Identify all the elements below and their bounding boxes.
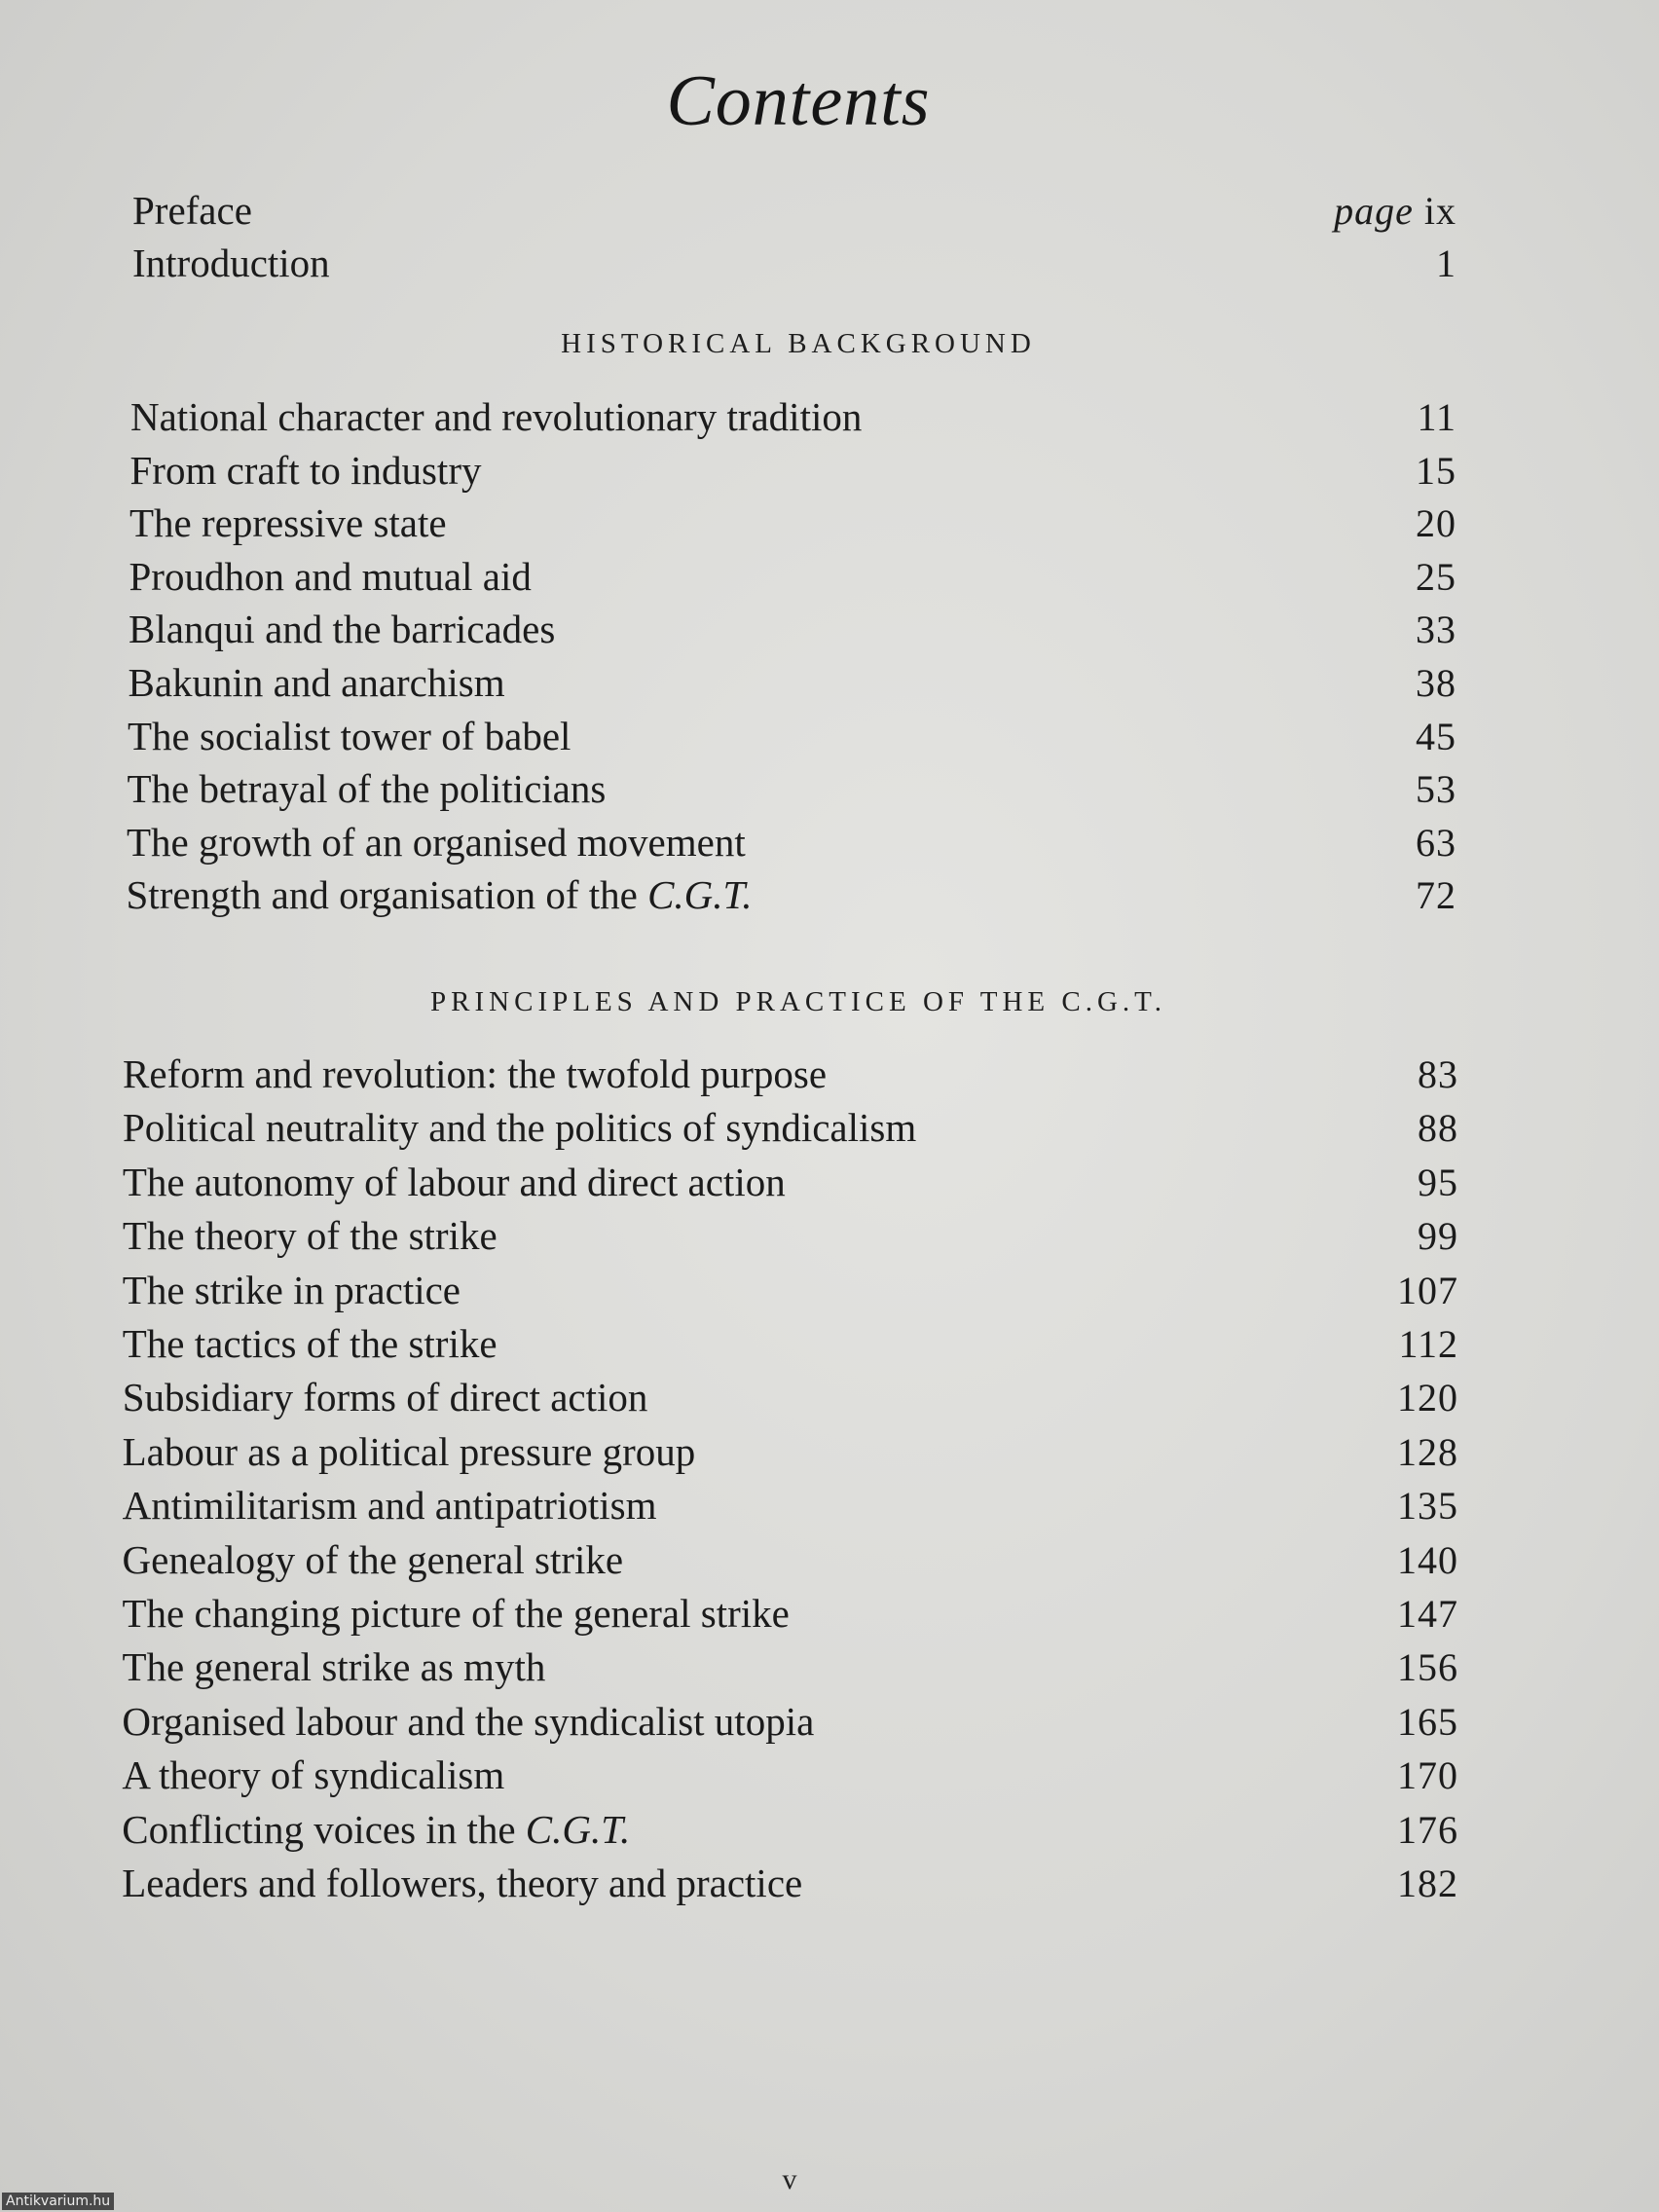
toc-entry [129, 553, 1457, 599]
toc-entry-preface [132, 188, 1456, 233]
toc-entry [122, 1321, 1458, 1366]
toc-entry-page: 53 [1416, 767, 1456, 812]
toc-entry-page: 170 [1396, 1753, 1458, 1798]
toc-entry-title: The changing picture of the general strike [122, 1591, 790, 1636]
toc-entry-title: The tactics of the strike [122, 1321, 498, 1366]
toc-entry-title: The growth of an organised movement [127, 819, 746, 865]
toc-entry-title: Strength and organisation of the C.G.T. [126, 872, 753, 918]
toc-entry-page: 38 [1416, 661, 1456, 705]
toc-entry-page: 63 [1416, 820, 1456, 865]
toc-entry-title: Antimilitarism and antipatriotism [122, 1483, 657, 1529]
toc-entry [122, 1159, 1458, 1204]
toc-entry [126, 872, 1457, 918]
page-prefix: page [1334, 189, 1414, 233]
bleed-through-text [136, 136, 146, 182]
page-title: Contents [666, 61, 931, 141]
toc-entry-page: 72 [1416, 873, 1456, 918]
toc-entry [122, 1375, 1458, 1420]
toc-entry [122, 1863, 1458, 1903]
toc-entry-page: 140 [1396, 1537, 1458, 1582]
toc-entry-title: The strike in practice [122, 1267, 461, 1312]
toc-entry-title: Conflicting voices in the C.G.T. [122, 1806, 631, 1852]
toc-entry [122, 1213, 1458, 1259]
toc-entry-title: Reform and revolution: the twofold purpose [123, 1051, 828, 1096]
toc-entry-page: 15 [1416, 448, 1456, 493]
toc-entry-title: Organised labour and the syndicalist utopia [122, 1698, 815, 1744]
toc-entry-title: Blanqui and the barricades [129, 607, 556, 652]
toc-entry-title: Introduction [132, 240, 330, 285]
toc-entry-title: Genealogy of the general strike [122, 1536, 624, 1582]
toc-entry-title: Preface [132, 188, 252, 233]
toc-entry-title: A theory of syndicalism [122, 1752, 505, 1798]
section-heading-historical: HISTORICAL BACKGROUND [561, 328, 1036, 359]
toc-entry-page: 33 [1416, 608, 1456, 652]
toc-entry-title: The theory of the strike [122, 1213, 498, 1259]
toc-entry-page: 11 [1417, 395, 1456, 439]
toc-entry-title: Leaders and followers, theory and practice [122, 1861, 803, 1905]
toc-entry-page: 147 [1397, 1592, 1458, 1636]
toc-entry [122, 1591, 1459, 1636]
watermark: Antikvarium.hu [2, 2193, 114, 2210]
toc-entry-page [1334, 189, 1456, 233]
toc-entry-title: Subsidiary forms of direct action [122, 1375, 648, 1420]
acronym-italic: C.G.T. [647, 872, 753, 918]
toc-entry [123, 1051, 1458, 1096]
toc-entry-page: 128 [1396, 1429, 1458, 1474]
toc-entry-title: Political neutrality and the politics of syndicalism [122, 1105, 917, 1151]
toc-entry [127, 819, 1456, 865]
acronym-italic: C.G.T. [525, 1806, 631, 1852]
toc-entry [129, 500, 1456, 546]
toc-entry [129, 607, 1456, 652]
toc-entry-page: 99 [1417, 1214, 1458, 1259]
toc-entry-page: 165 [1396, 1699, 1458, 1744]
toc-entry [122, 1644, 1458, 1690]
toc-entry [122, 1698, 1458, 1744]
toc-entry-page: 83 [1418, 1052, 1458, 1096]
toc-entry-title: Bakunin and anarchism [128, 660, 505, 705]
toc-entry [129, 447, 1457, 493]
toc-entry-page: 156 [1396, 1645, 1458, 1690]
toc-entry-page: 182 [1397, 1862, 1458, 1905]
toc-entry [127, 766, 1457, 812]
page-number: ix [1423, 189, 1456, 233]
toc-entry [130, 394, 1456, 439]
page-number-footer: v [782, 2163, 797, 2195]
toc-entry-title: The autonomy of labour and direct action [122, 1159, 786, 1204]
toc-entry-title: From craft to industry [129, 447, 482, 493]
toc-entry-page: 20 [1416, 501, 1456, 546]
toc-entry-page: 112 [1398, 1322, 1458, 1366]
toc-entry-page: 45 [1416, 714, 1456, 758]
toc-entry-page: 120 [1396, 1376, 1458, 1420]
toc-entry-page: 176 [1396, 1807, 1458, 1852]
toc-entry-title: Proudhon and mutual aid [129, 553, 532, 599]
toc-entry-title: The repressive state [129, 500, 447, 546]
toc-entry [122, 1428, 1458, 1474]
toc-entry [122, 1483, 1458, 1529]
toc-entry-page: 25 [1416, 554, 1456, 599]
toc-entry [122, 1105, 1458, 1151]
toc-entry-page: 88 [1417, 1106, 1458, 1151]
toc-entry-page: 95 [1417, 1160, 1458, 1204]
toc-entry [122, 1536, 1458, 1582]
toc-entry-title: Labour as a political pressure group [122, 1428, 696, 1474]
toc-entry [122, 1752, 1458, 1798]
toc-entry-introduction [132, 240, 1456, 285]
toc-entry [128, 660, 1457, 705]
toc-entry [122, 1806, 1458, 1852]
toc-entry-title: The socialist tower of babel [128, 713, 571, 758]
toc-entry-page: 1 [1436, 241, 1456, 285]
toc-entry-title: The betrayal of the politicians [127, 766, 607, 812]
toc-entry-title: National character and revolutionary tradition [130, 394, 863, 439]
toc-entry-title: The general strike as myth [122, 1644, 546, 1690]
toc-entry [128, 713, 1456, 758]
toc-entry-page: 135 [1396, 1484, 1458, 1529]
section-heading-principles: PRINCIPLES AND PRACTICE OF THE C.G.T. [430, 986, 1166, 1017]
toc-entry-page: 107 [1396, 1268, 1458, 1312]
toc-entry [122, 1267, 1458, 1312]
